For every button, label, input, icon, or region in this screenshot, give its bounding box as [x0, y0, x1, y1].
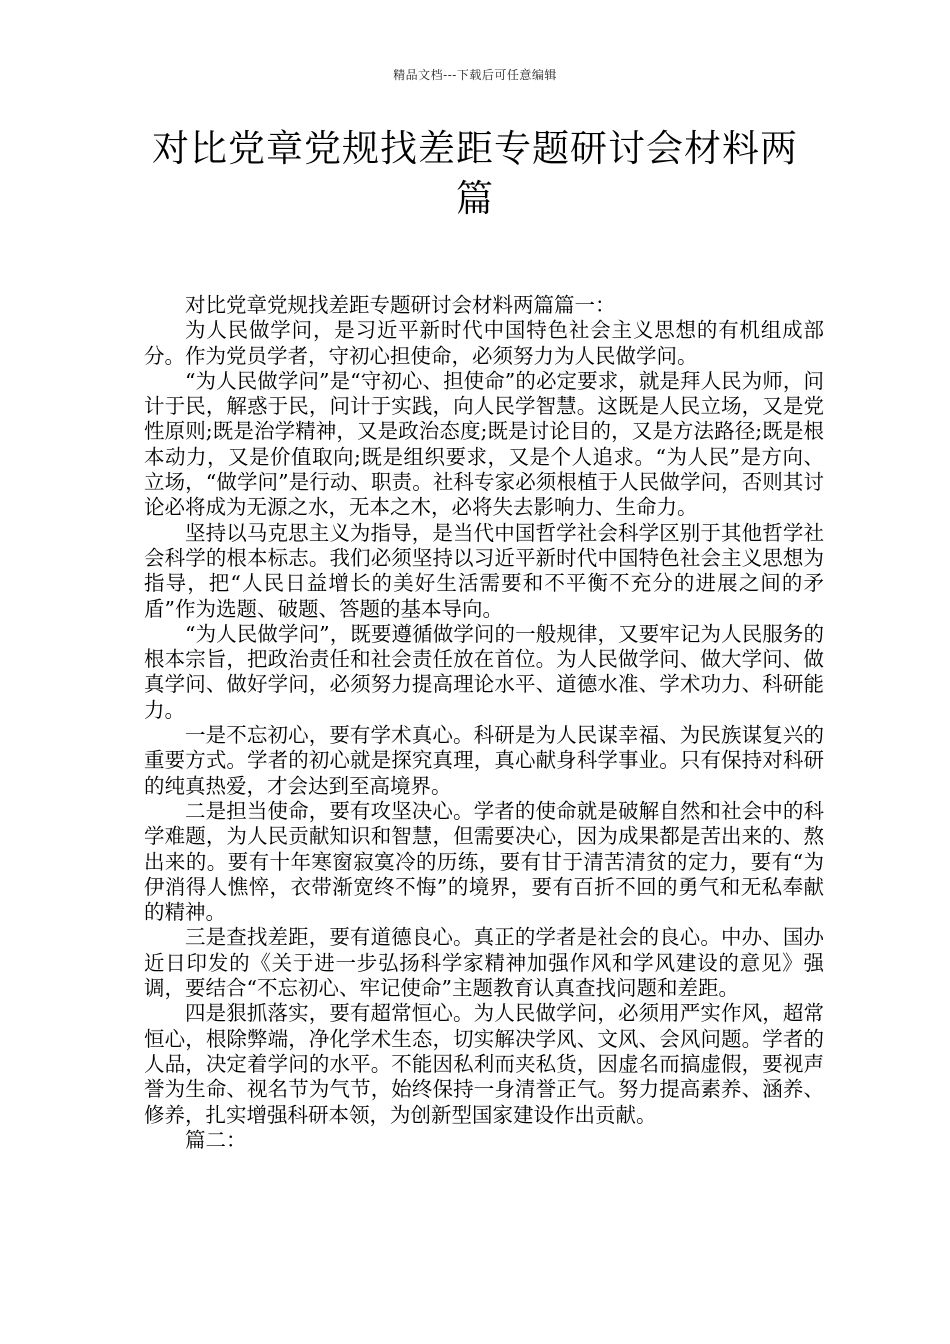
paragraph: 二是担当使命，要有攻坚决心。学者的使命就是破解自然和社会中的科学难题，为人民贡献知识和智慧，但需要决心，因为成果都是苦出来的、熬出来的。要有十年寒窗寂寞冷的历练，要有甘于清苦清贫的定力，要有“为伊消得人憔悴，衣带渐宽终不悔”的境界，要有百折不回的勇气和无私奉献的精神。: [144, 798, 824, 925]
paragraph: 一是不忘初心，要有学术真心。科研是为人民谋幸福、为民族谋复兴的重要方式。学者的初心就是探究真理，真心献身科学事业。只有保持对科研的纯真热爱，才会达到至高境界。: [144, 723, 824, 798]
section-heading-part-two: 篇二：: [185, 1127, 247, 1152]
paragraph: 四是狠抓落实，要有超常恒心。为人民做学问，必须用严实作风，超常恒心，根除弊端，净化学术生态，切实解决学风、文风、会风问题。学者的人品，决定着学问的水平。不能因私利而夹私货，因虚名而搞虚假，要视声誉为生命、视名节为气节，始终保持一身清誉正气。努力提高素养、涵养、修养，扎实增强科研本领，为创新型国家建设作出贡献。: [144, 1001, 824, 1127]
paragraph: 为人民做学问，是习近平新时代中国特色社会主义思想的有机组成部分。作为党员学者，守初心担使命，必须努力为人民做学问。: [144, 318, 824, 368]
paragraph-intro: 对比党章党规找差距专题研讨会材料两篇篇一：: [185, 293, 616, 317]
paragraph: 三是查找差距，要有道德良心。真正的学者是社会的良心。中办、国办近日印发的《关于进一步弘扬科学家精神加强作风和学风建设的意见》强调，要结合“不忘初心、牢记使命”主题教育认真查找问题和差距。: [144, 925, 824, 1001]
paragraph: “为人民做学问”，既要遵循做学问的一般规律，又要牢记为人民服务的根本宗旨，把政治责任和社会责任放在首位。为人民做学问、做大学问、做真学问、做好学问，必须努力提高理论水平、道德水准、学术功力、科研能力。: [144, 621, 824, 722]
paragraph: “为人民做学问”是“守初心、担使命”的必定要求，就是拜人民为师，问计于民，解惑于民，问计于实践，向人民学智慧。这既是人民立场，又是党性原则;既是治学精神，又是政治态度;既是讨论目的，又是方法路径;既是根本动力，又是价值取向;既是组织要求，又是个人追求。“为人民”是方向、立场，“做学问”是行动、职责。社科专家必须根植于人民做学问，否则其讨论必将成为无源之水，无本之木，必将失去影响力、生命力。: [144, 368, 824, 520]
paragraph: 坚持以马克思主义为指导，是当代中国哲学社会科学区别于其他哲学社会科学的根本标志。我们必须坚持以习近平新时代中国特色社会主义思想为指导，把“人民日益增长的美好生活需要和不平衡不充分的进展之间的矛盾”作为选题、破题、答题的基本导向。: [144, 520, 824, 621]
header-note: 精品文档---下载后可任意编辑: [393, 68, 557, 82]
document-body: [144, 293, 824, 1153]
document-title: 对比党章党规找差距专题研讨会材料两篇: [152, 127, 798, 220]
